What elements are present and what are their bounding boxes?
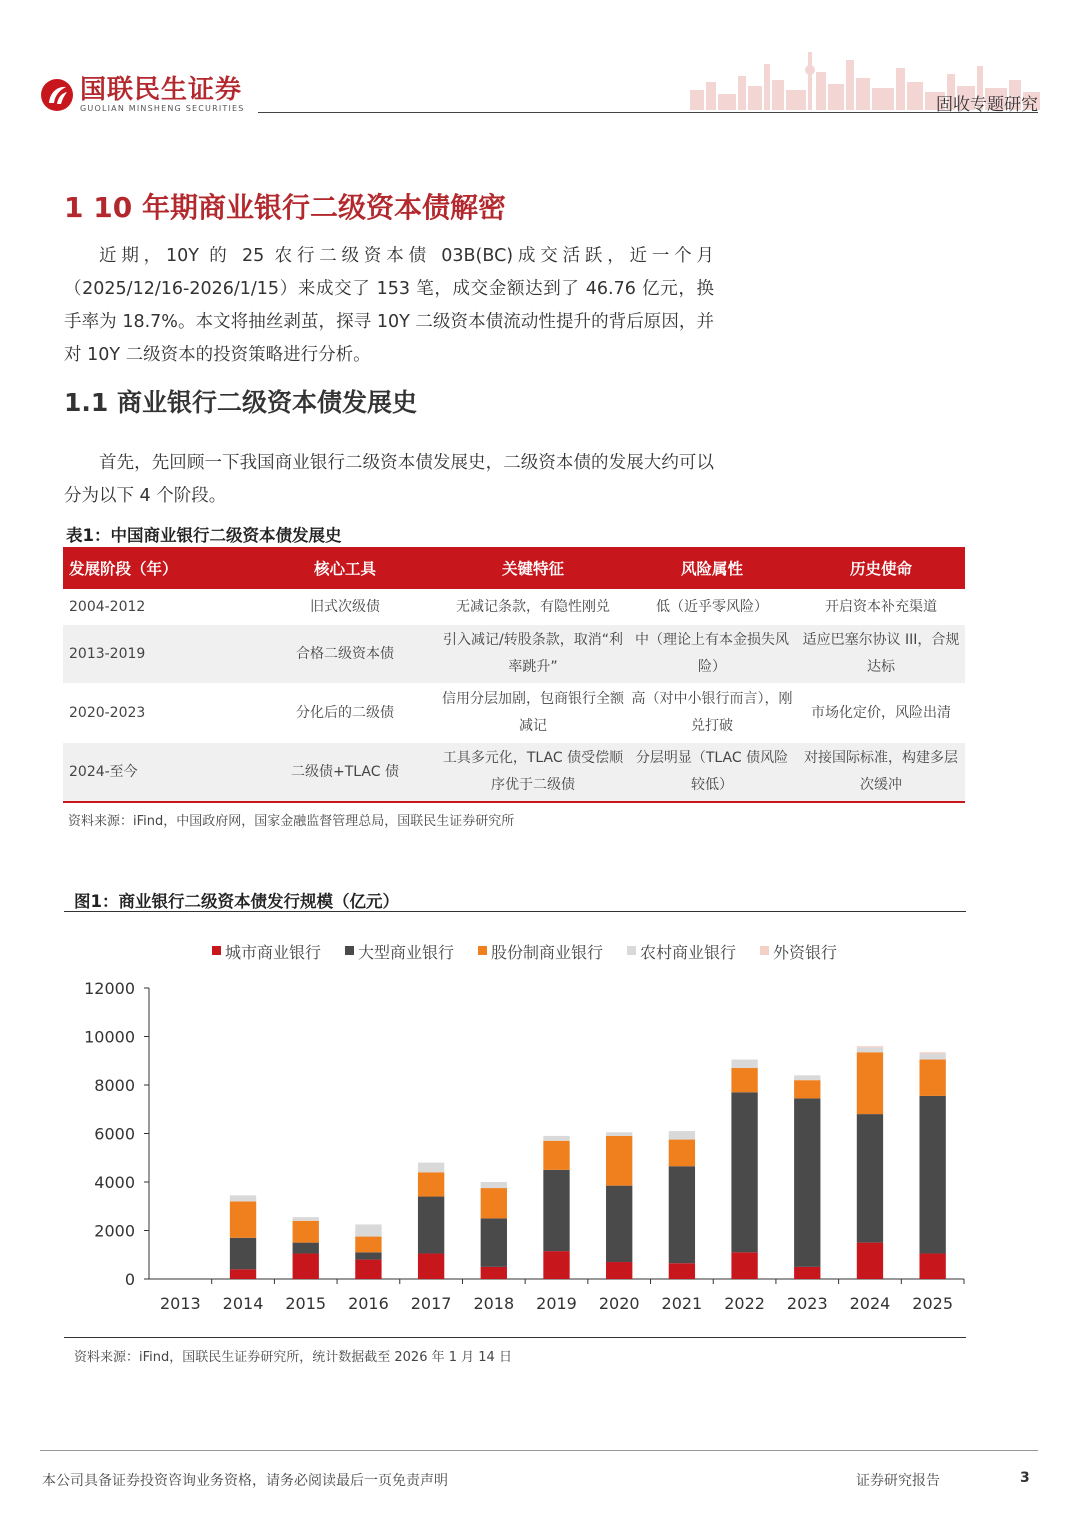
bar-segment xyxy=(293,1217,319,1221)
x-tick-label: 2025 xyxy=(912,1294,954,1313)
y-tick-label: 2000 xyxy=(94,1221,135,1241)
table-cell: 中（理论上有本金损失风险） xyxy=(627,625,797,683)
y-tick-label: 6000 xyxy=(94,1124,135,1144)
bar-segment xyxy=(794,1080,820,1098)
figure-source-note: 资料来源：iFind，国联民生证券研究所，统计数据截至 2026 年 1 月 14 日 xyxy=(74,1350,512,1365)
legend-swatch xyxy=(760,946,769,955)
report-type-label: 固收专题研究 xyxy=(936,95,1038,115)
bar-segment xyxy=(418,1163,444,1173)
table-cell: 旧式次级债 xyxy=(310,598,380,615)
table-cell: 2024-至今 xyxy=(63,743,251,802)
bar-segment xyxy=(355,1252,381,1259)
bar-segment xyxy=(543,1136,569,1141)
x-tick-label: 2015 xyxy=(285,1294,327,1313)
y-tick-label: 12000 xyxy=(84,979,135,998)
page-header xyxy=(0,0,1080,120)
table-row xyxy=(63,589,965,625)
bar-segment xyxy=(919,1053,945,1059)
table-cell: 无减记条款，有隐性刚兑 xyxy=(456,598,610,615)
table-cell: 二级债+TLAC 债 xyxy=(251,743,439,802)
figure-top-rule xyxy=(64,911,966,912)
bar-segment xyxy=(418,1254,444,1279)
bar-segment xyxy=(919,1052,945,1053)
bar-segment xyxy=(919,1060,945,1096)
legend-swatch xyxy=(478,946,487,955)
figure-bottom-rule xyxy=(64,1337,966,1338)
bar-segment xyxy=(857,1114,883,1243)
bar-segment xyxy=(481,1188,507,1218)
bar-segment xyxy=(481,1218,507,1267)
table-cell: 2020-2023 xyxy=(69,704,146,721)
legend-swatch xyxy=(345,946,354,955)
bar-segment xyxy=(293,1254,319,1279)
column-header: 核心工具 xyxy=(251,547,439,589)
bar-segment xyxy=(731,1252,757,1279)
table-cell: 合格二级资本债 xyxy=(251,625,439,683)
legend-label: 城市商业银行 xyxy=(225,943,322,962)
table-cell: 2013-2019 xyxy=(63,625,251,683)
y-tick-label: 0 xyxy=(124,1270,135,1289)
y-tick-label: 8000 xyxy=(94,1076,135,1095)
bar-segment xyxy=(230,1195,256,1201)
bar-segment xyxy=(418,1197,444,1254)
table-cell: 低（近乎零风险） xyxy=(656,598,768,615)
bar-segment xyxy=(731,1092,757,1252)
page-number: 3 xyxy=(1020,1470,1030,1486)
bar-segment xyxy=(857,1243,883,1279)
bar-segment xyxy=(857,1046,883,1047)
legend-label: 大型商业银行 xyxy=(358,943,455,962)
table-cell: 2004-2012 xyxy=(69,598,146,615)
bar-segment xyxy=(606,1262,632,1279)
bar-segment xyxy=(669,1131,695,1139)
table-cell: 工具多元化，TLAC 债受偿顺序优于二级债 xyxy=(439,743,627,802)
table-cell: 适应巴塞尔协议 III，合规达标 xyxy=(797,625,965,683)
header-divider xyxy=(258,112,1038,113)
table-title: 表1：中国商业银行二级资本债发展史 xyxy=(66,526,342,545)
bar-segment xyxy=(669,1263,695,1279)
table-cell: 引入减记/转股条款，取消“利率跳升” xyxy=(439,625,627,683)
x-tick-label: 2024 xyxy=(849,1294,891,1313)
table-source-note: 资料来源：iFind，中国政府网，国家金融监督管理总局，国联民生证券研究所 xyxy=(68,814,515,829)
section-1-heading: 1 10 年期商业银行二级资本债解密 xyxy=(64,191,506,224)
x-tick-label: 2023 xyxy=(786,1294,828,1313)
x-tick-label: 2014 xyxy=(222,1294,264,1313)
bar-segment xyxy=(606,1132,632,1136)
bar-segment xyxy=(919,1254,945,1279)
bar-segment xyxy=(731,1060,757,1068)
bar-segment xyxy=(481,1267,507,1279)
bar-segment xyxy=(794,1267,820,1279)
table-row xyxy=(63,743,965,802)
x-tick-label: 2016 xyxy=(348,1294,389,1313)
bar-segment xyxy=(355,1260,381,1279)
bar-segment xyxy=(794,1075,820,1080)
x-tick-label: 2018 xyxy=(473,1294,515,1313)
logo-mark-icon xyxy=(40,78,74,112)
x-tick-label: 2013 xyxy=(159,1294,201,1313)
table-cell: 高（对中小银行而言），刚兑打破 xyxy=(631,691,793,734)
table-cell: 开启资本补充渠道 xyxy=(825,598,937,615)
legend-label: 股份制商业银行 xyxy=(491,943,604,962)
section-1-paragraph: 近期，10Y 的 25 农行二级资本债 03B(BC)成交活跃，近一个月（2025/12/16-2026/1/15）来成交了 153 笔，成交金额达到了 46.76 亿元，换手率为 18.7%。本文将抽丝剥茧，探寻 10Y 二级资本债流动性提升的背后原因，并对 10Y 二级资本的投资策略进行分析。 xyxy=(64,246,714,365)
table-row xyxy=(63,683,965,743)
bar-segment xyxy=(230,1238,256,1270)
bar-segment xyxy=(919,1096,945,1254)
bar-segment xyxy=(230,1269,256,1279)
section-1-1-paragraph: 首先，先回顾一下我国商业银行二级资本债发展史，二级资本债的发展大约可以分为以下 4 个阶段。 xyxy=(64,453,714,506)
legend-swatch xyxy=(627,946,636,955)
column-header: 风险属性 xyxy=(627,547,797,589)
bar-segment xyxy=(606,1136,632,1186)
bar-segment xyxy=(857,1047,883,1052)
bar-segment xyxy=(857,1052,883,1114)
figure-title: 图1：商业银行二级资本债发行规模（亿元） xyxy=(74,892,399,911)
bar-segment xyxy=(230,1201,256,1237)
table-header-row xyxy=(63,547,965,589)
table-row xyxy=(63,625,965,683)
bar-segment xyxy=(794,1098,820,1267)
brand-name-en: GUOLIAN MINSHENG SECURITIES xyxy=(80,104,245,113)
x-tick-label: 2017 xyxy=(410,1294,452,1313)
bar-segment xyxy=(418,1172,444,1196)
table-cell: 分化后的二级债 xyxy=(296,704,394,721)
bar-segment xyxy=(481,1182,507,1188)
bar-segment xyxy=(293,1221,319,1243)
bar-segment xyxy=(669,1140,695,1167)
bar-segment xyxy=(543,1141,569,1170)
development-history-table xyxy=(63,547,965,803)
legend-label: 外资银行 xyxy=(773,943,838,962)
brand-name-cn: 国联民生证券 xyxy=(80,75,243,105)
bar-segment xyxy=(543,1170,569,1251)
column-header: 关键特征 xyxy=(439,547,627,589)
table-cell: 信用分层加剧，包商银行全额减记 xyxy=(442,691,624,734)
table-cell: 市场化定价，风险出清 xyxy=(811,704,951,721)
x-tick-label: 2021 xyxy=(661,1294,703,1313)
bar-segment xyxy=(355,1237,381,1253)
y-tick-label: 10000 xyxy=(84,1027,135,1047)
issuance-stacked-bar-chart xyxy=(64,920,966,1330)
section-1-1-heading: 1.1 商业银行二级资本债发展史 xyxy=(64,388,417,417)
footer-report-label: 证券研究报告 xyxy=(856,1473,940,1489)
x-tick-label: 2019 xyxy=(536,1294,577,1313)
bar-segment xyxy=(355,1224,381,1236)
bar-segment xyxy=(293,1243,319,1254)
legend-swatch xyxy=(212,946,221,955)
table-cell: 对接国际标准，构建多层次缓冲 xyxy=(797,743,965,802)
brand-logo xyxy=(40,76,245,114)
footer-disclaimer: 本公司具备证券投资咨询业务资格，请务必阅读最后一页免责声明 xyxy=(42,1473,448,1489)
y-tick-label: 4000 xyxy=(94,1173,135,1192)
footer-divider xyxy=(40,1450,1038,1451)
column-header: 历史使命 xyxy=(797,547,965,589)
legend-label: 农村商业银行 xyxy=(640,943,737,962)
x-tick-label: 2022 xyxy=(724,1294,765,1313)
x-tick-label: 2020 xyxy=(598,1294,640,1313)
bar-segment xyxy=(731,1068,757,1092)
bar-segment xyxy=(606,1186,632,1262)
column-header: 发展阶段（年） xyxy=(63,547,251,589)
table-cell: 分层明显（TLAC 债风险较低） xyxy=(627,743,797,802)
bar-segment xyxy=(669,1166,695,1263)
bar-segment xyxy=(543,1251,569,1279)
